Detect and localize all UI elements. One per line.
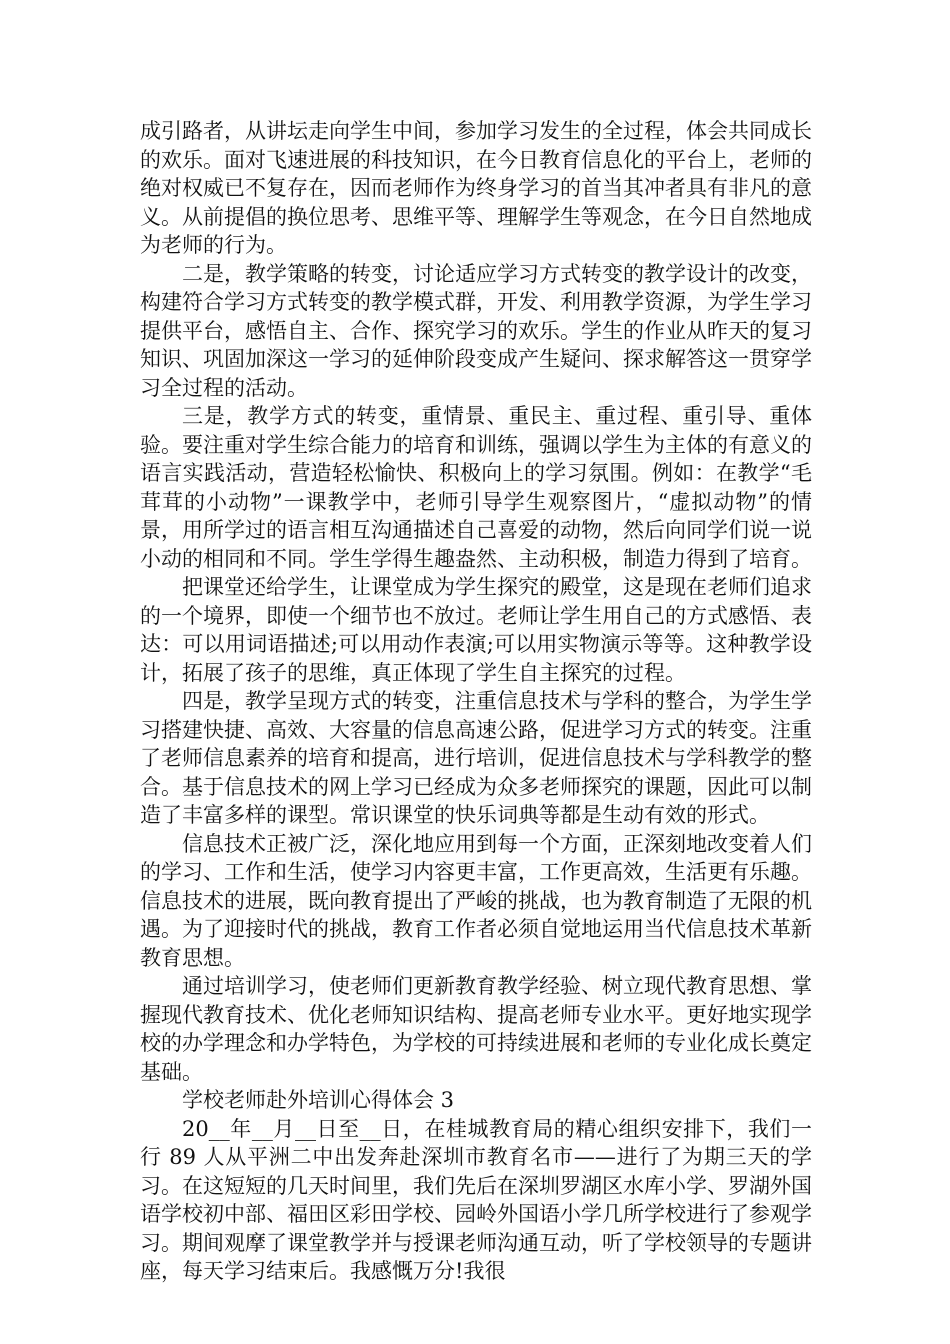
paragraph: 四是，教学呈现方式的转变，注重信息技术与学科的整合，为学生学习搭建快捷、高效、大容量的信息高速公路，促进学习方式的转变。注重了老师信息素养的培育和提高，进行培训，促进信息技术与学科教学的整合。基于信息技术的网上学习已经成为众多老师探究的课题，因此可以制造了丰富多样的课型。常识课堂的快乐词典等都是生动有效的形式。 [140, 689, 812, 827]
paragraph: 三是，教学方式的转变，重情景、重民主、重过程、重引导、重体验。要注重对学生综合能力的培育和训练，强调以学生为主体的有意义的语言实践活动，营造轻松愉快、积极向上的学习氛围。例如：在教学“毛茸茸的小动物”一课教学中，老师引导学生观察图片，“虚拟动物”的情景，用所学过的语言相互沟通描述自己喜爱的动物，然后向同学们说一说小动的相同和不同。学生学得生趣盎然、主动积极，制造力得到了培育。 [140, 404, 812, 571]
document-body [140, 117, 812, 1286]
paragraph: 20__年__月__日至__日，在桂城教育局的精心组织安排下，我们一行 89 人从平洲二中出发奔赴深圳市教育名市——进行了为期三天的学习。在这短短的几天时间里，我们先后在深圳罗湖区水库小学、罗湖外国语学校初中部、福田区彩田学校、园岭外国语小学几所学校进行了参观学习。期间观摩了课堂教学并与授课老师沟通互动，听了学校领导的专题讲座，每天学习结束后。我感慨万分!我很 [140, 1116, 812, 1283]
paragraph: 成引路者，从讲坛走向学生中间，参加学习发生的全过程，体会共同成长的欢乐。面对飞速进展的科技知识，在今日教育信息化的平台上，老师的绝对权威已不复存在，因而老师作为终身学习的首当其冲者具有非凡的意义。从前提倡的换位思考、思维平等、理解学生等观念，在今日自然地成为老师的行为。 [140, 119, 812, 257]
paragraph: 把课堂还给学生，让课堂成为学生探究的殿堂，这是现在老师们追求的一个境界，即使一个细节也不放过。老师让学生用自己的方式感悟、表达：可以用词语描述;可以用动作表演;可以用实物演示等等。这种教学设计，拓展了孩子的思维，真正体现了学生自主探究的过程。 [140, 575, 812, 685]
paragraph: 二是，教学策略的转变，讨论适应学习方式转变的教学设计的改变，构建符合学习方式转变的教学模式群，开发、利用教学资源，为学生学习提供平台，感悟自主、合作、探究学习的欢乐。学生的作业从昨天的复习知识、巩固加深这一学习的延伸阶段变成产生疑问、探求解答这一贯穿学习全过程的活动。 [140, 261, 812, 400]
paragraph: 通过培训学习，使老师们更新教育教学经验、树立现代教育思想、掌握现代教育技术、优化老师知识结构、提高老师专业水平。更好地实现学校的办学理念和办学特色，为学校的可持续进展和老师的专业化成长奠定基础。 [140, 974, 812, 1084]
paragraph: 信息技术正被广泛，深化地应用到每一个方面，正深刻地改变着人们的学习、工作和生活，使学习内容更丰富，工作更高效，生活更有乐趣。信息技术的进展，既向教育提出了严峻的挑战，也为教育制造了无限的机遇。为了迎接时代的挑战，教育工作者必须自觉地运用当代信息技术革新教育思想。 [140, 831, 812, 970]
section-heading: 学校老师赴外培训心得体会 3 [182, 1088, 455, 1112]
